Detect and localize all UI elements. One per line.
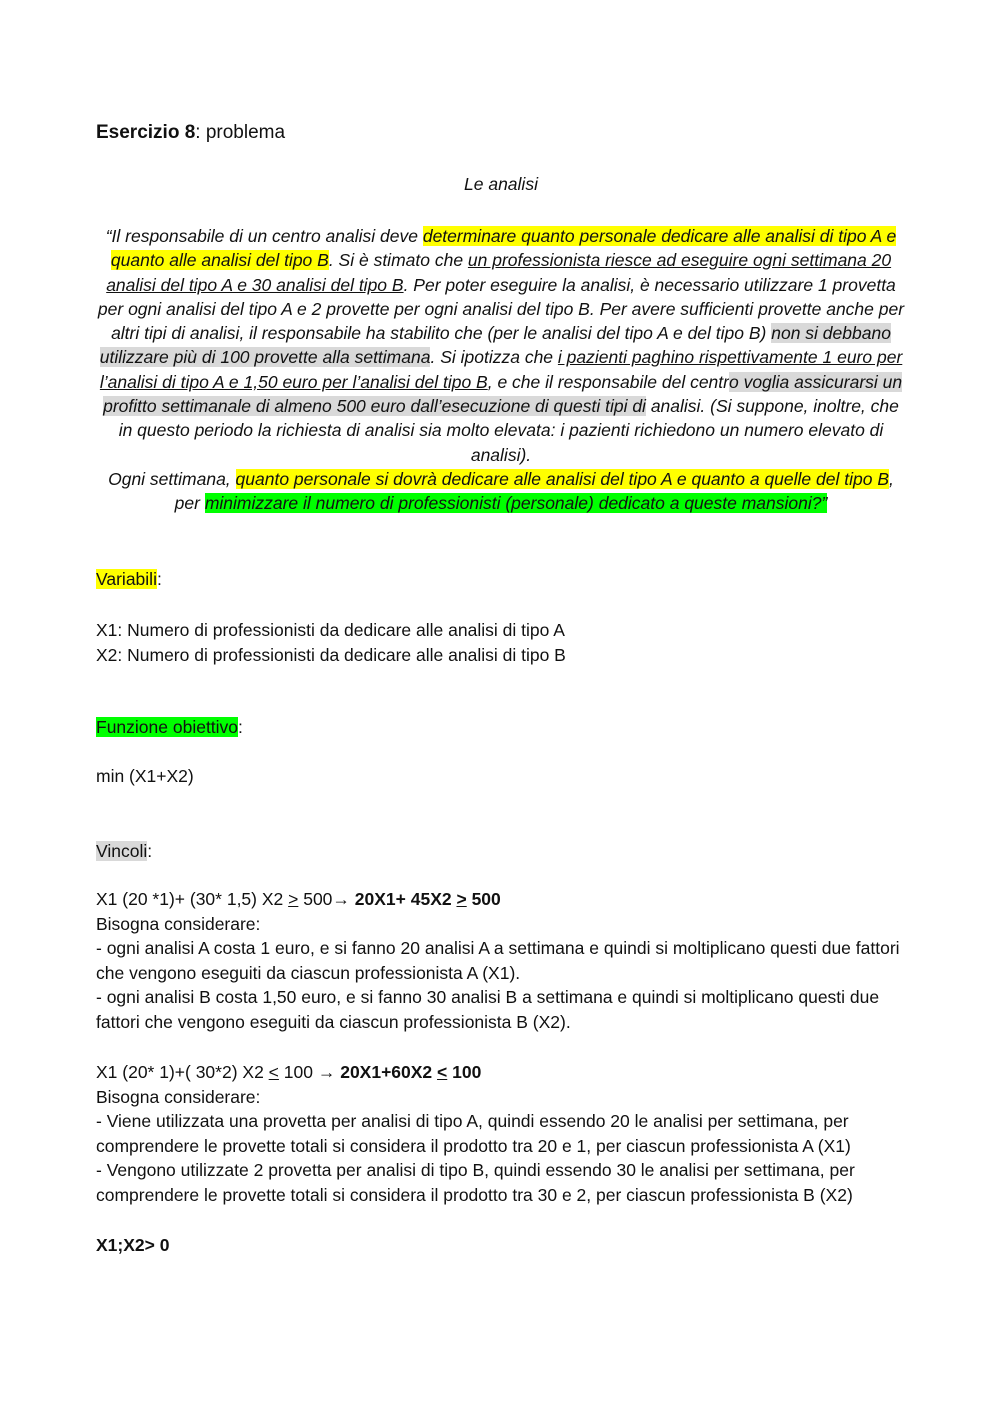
quote-text: Ogni settimana, bbox=[108, 468, 236, 489]
constraint-2-note-title: Bisogna considerare: bbox=[96, 1086, 261, 1107]
objective-expression: min (X1+X2) bbox=[96, 766, 194, 786]
constraint-1-note-1: - ogni analisi A costa 1 euro, e si fanno 20 analisi A a settimana e quindi si moltiplicano questi due fattori che vengono eseguiti da ciascun professionista A (X1). bbox=[96, 938, 900, 983]
quote-text: . Per poter eseguire la analisi, è necessario utilizzare 1 provetta per ogni analisi del tipo A e 2 provette per ogni analisi del tipo B. Per avere sufficienti provette anche per altri tipi di analisi, il responsabile ha stabilito che (per le analisi del tipo A e del tipo B) bbox=[97, 274, 905, 344]
constraint-2 bbox=[96, 1060, 906, 1207]
variabili-list bbox=[96, 618, 906, 667]
arrow-right-icon: → bbox=[317, 1062, 336, 1082]
variable-x1: X1: Numero di professionisti da dedicare alle analisi di tipo A bbox=[96, 620, 565, 640]
problem-subtitle: Le analisi bbox=[464, 174, 538, 194]
constraint-1-note-2: - ogni analisi B costa 1,50 euro, e si fanno 30 analisi B a settimana e quindi si moltiplicano questi due fattori che vengono eseguiti da ciascun professionista B (X2). bbox=[96, 987, 880, 1032]
variabili-heading-label: Variabili bbox=[96, 569, 157, 589]
constraint-2-note-1: - Viene utilizzata una provetta per analisi di tipo A, quindi essendo 20 le analisi per settimana, per comprendere le provette totali si considera il prodotto tra 20 e 1, per ciascun professionista A (X1) bbox=[96, 1111, 851, 1156]
constraint-2-formula bbox=[96, 1060, 906, 1085]
formula-text: X1 (20* 1)+( 30*2) X2 bbox=[96, 1062, 269, 1082]
quote-text: analisi. (Si suppone, inoltre, che in questo periodo la richiesta di analisi sia molto elevata: i pazienti richiedono un numero elevato di analisi). bbox=[118, 396, 899, 465]
formula-relation: > bbox=[288, 889, 299, 909]
constraint-1-note-title: Bisogna considerare: bbox=[96, 913, 261, 934]
quote-text: , per bbox=[174, 468, 894, 514]
quote-highlight-gray: o voglia assicurarsi un profitto settimanale di almeno 500 euro dall’esecuzione di questi tipi di bbox=[103, 371, 903, 417]
formula-relation: < bbox=[268, 1062, 279, 1082]
formula-bold-relation: > bbox=[456, 889, 467, 909]
vincoli-heading-label: Vincoli bbox=[96, 841, 148, 861]
quote-highlight-gray: non si debbano utilizzare più di 100 provette alla settimana bbox=[99, 323, 891, 368]
obiettivo-heading: Funzione obiettivo: bbox=[96, 717, 243, 737]
formula-bold: 20X1+60X2 bbox=[335, 1062, 438, 1082]
exercise-title-rest: : problema bbox=[195, 122, 286, 143]
quote-text: . Si è stimato che bbox=[328, 250, 468, 271]
variabili-heading: Variabili: bbox=[96, 569, 162, 589]
formula-text: 100 bbox=[278, 1062, 318, 1082]
quote-text: , e che il responsabile del centr bbox=[487, 371, 729, 392]
problem-text bbox=[96, 224, 906, 516]
constraint-2-note-2: - Vengono utilizzate 2 provetta per analisi di tipo B, quindi essendo 30 le analisi per settimana, per comprendere le provette totali si considera il prodotto tra 30 e 2, per ciascun professionista B (X2) bbox=[96, 1160, 855, 1205]
formula-bold: 20X1+ 45X2 bbox=[349, 889, 457, 909]
quote-highlight-yellow: quanto personale si dovrà dedicare alle analisi del tipo A e quanto a quelle del tipo B bbox=[235, 468, 889, 489]
constraint-1-formula bbox=[96, 887, 906, 912]
formula-bold: 100 bbox=[447, 1062, 482, 1082]
vincoli-heading: Vincoli: bbox=[96, 841, 153, 861]
arrow-right-icon: → bbox=[332, 889, 350, 909]
quote-text: “Il responsabile di un centro analisi deve bbox=[105, 226, 423, 246]
exercise-title-bold: Esercizio 8 bbox=[96, 122, 196, 143]
formula-bold: 500 bbox=[466, 889, 501, 909]
exercise-title bbox=[96, 122, 285, 144]
quote-underline: i pazienti paghino rispettivamente 1 euro per l’analisi di tipo A e 1,50 euro per l’analisi del tipo B bbox=[99, 347, 903, 392]
quote-highlight-green: minimizzare il numero di professionisti (personale) dedicato a queste mansioni?” bbox=[204, 493, 828, 514]
quote-text: . Si ipotizza che bbox=[430, 347, 558, 368]
constraint-nonnegativity: X1;X2> 0 bbox=[96, 1235, 170, 1255]
formula-bold-relation: < bbox=[437, 1062, 448, 1082]
formula-text: X1 (20 *1)+ (30* 1,5) X2 bbox=[96, 889, 289, 909]
formula-text: 500 bbox=[298, 889, 333, 909]
variable-x2: X2: Numero di professionisti da dedicare alle analisi di tipo B bbox=[96, 644, 566, 665]
quote-highlight-yellow: determinare quanto personale dedicare alle analisi di tipo A e quanto alle analisi del tipo B bbox=[110, 226, 897, 271]
constraint-1 bbox=[96, 887, 906, 1034]
obiettivo-heading-label: Funzione obiettivo bbox=[96, 717, 239, 737]
quote-underline: un professionista riesce ad eseguire ogni settimana 20 analisi del tipo A e 30 analisi del tipo B bbox=[106, 250, 892, 295]
